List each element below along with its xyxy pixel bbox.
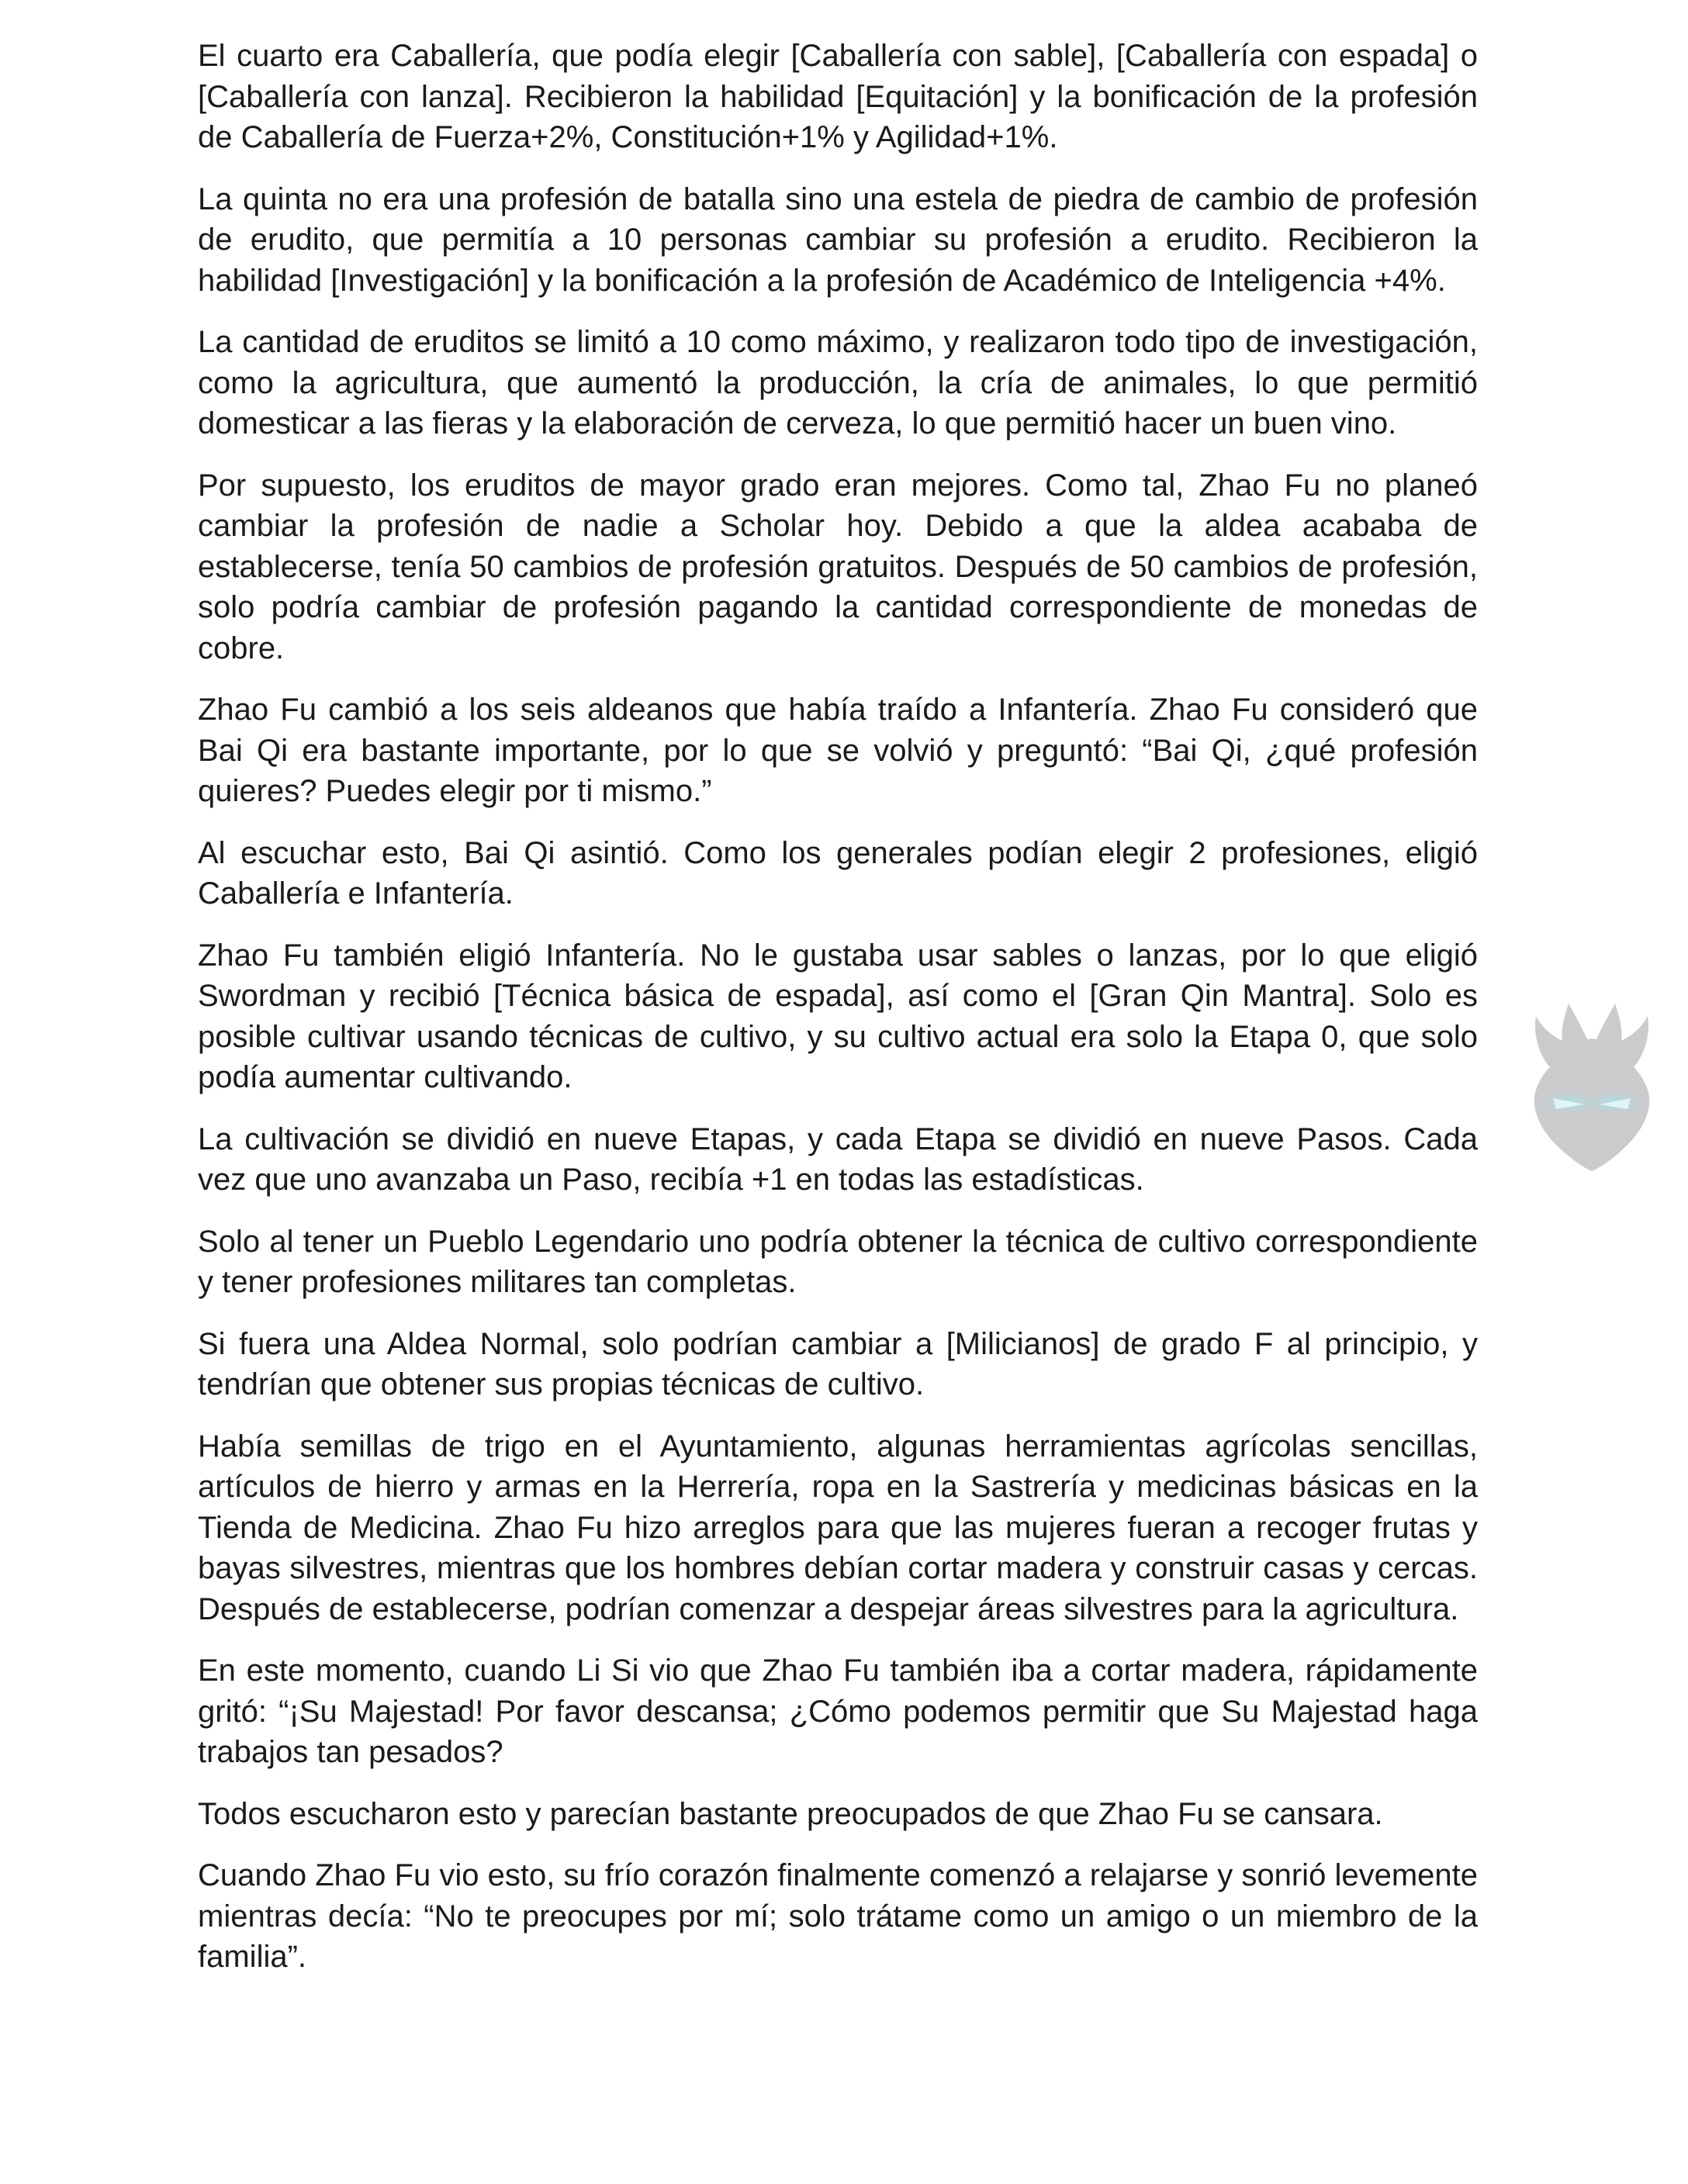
document-body: [198, 36, 1478, 1999]
paragraph-4: Por supuesto, los eruditos de mayor grado eran mejores. Como tal, Zhao Fu no planeó cambiar la profesión de nadie a Scholar hoy. Debido a que la aldea acababa de establecerse, tenía 50 cambios de profesión gratuitos. Después de 50 cambios de profesión, solo podría cambiar de profesión pagando la cantidad correspondiente de monedas de cobre.: [198, 468, 1478, 665]
paragraph-2: La quinta no era una profesión de batalla sino una estela de piedra de cambio de profesión de erudito, que permitía a 10 personas cambiar su profesión a erudito. Recibieron la habilidad [Investigación] y la bonificación a la profesión de Académico de Inteligencia +4%.: [198, 181, 1478, 298]
paragraph-9: Solo al tener un Pueblo Legendario uno podría obtener la técnica de cultivo correspondiente y tener profesiones militares tan completas.: [198, 1224, 1478, 1299]
paragraph-13: Todos escucharon esto y parecían bastante preocupados de que Zhao Fu se cansara.: [198, 1796, 1383, 1831]
paragraph-10: Si fuera una Aldea Normal, solo podrían cambiar a [Milicianos] de grado F al principio, y tendrían que obtener sus propias técnicas de cultivo.: [198, 1326, 1478, 1401]
demon-head-icon: [1522, 1000, 1662, 1174]
paragraph-6: Al escuchar esto, Bai Qi asintió. Como los generales podían elegir 2 profesiones, eligió Caballería e Infantería.: [198, 835, 1478, 911]
paragraph-5: Zhao Fu cambió a los seis aldeanos que había traído a Infantería. Zhao Fu consideró que Bai Qi era bastante importante, por lo que se volvió y preguntó: “Bai Qi, ¿qué profesión quieres? Puedes elegir por ti mismo.”: [198, 693, 1478, 808]
paragraph-7: Zhao Fu también eligió Infantería. No le gustaba usar sables o lanzas, por lo que eligió Swordman y recibió [Técnica básica de espada], así como el [Gran Qin Mantra]. Solo es posible cultivar usando técnicas de cultivo, y su cultivo actual era solo la Etapa 0, que solo podía aumentar cultivando.: [198, 938, 1478, 1094]
demon-head-shape: [1534, 1004, 1649, 1171]
paragraph-3: La cantidad de eruditos se limitó a 10 como máximo, y realizaron todo tipo de investigación, como la agricultura, que aumentó la producción, la cría de animales, lo que permitió domesticar a las fieras y la elaboración de cerveza, lo que permitió hacer un buen vino.: [198, 325, 1478, 441]
paragraph-1: El cuarto era Caballería, que podía elegir [Caballería con sable], [Caballería con espada] o [Caballería con lanza]. Recibieron la habilidad [Equitación] y la bonificación de la profesión de Caballería de Fuerza+2%, Constitución+1% y Agilidad+1%.: [198, 39, 1478, 154]
paragraph-11: Había semillas de trigo en el Ayuntamiento, algunas herramientas agrícolas sencillas, artículos de hierro y armas en la Herrería, ropa en la Sastrería y medicinas básicas en la Tienda de Medicina. Zhao Fu hizo arreglos para que las mujeres fueran a recoger frutas y bayas silvestres, mientras que los hombres debían cortar madera y construir casas y cercas. Después de establecerse, podrían comenzar a despejar áreas silvestres para la agricultura.: [198, 1429, 1478, 1626]
paragraph-14: Cuando Zhao Fu vio esto, su frío corazón finalmente comenzó a relajarse y sonrió levemente mientras decía: “No te preocupes por mí; solo trátame como un amigo o un miembro de la familia”.: [198, 1858, 1478, 1974]
paragraph-12: En este momento, cuando Li Si vio que Zhao Fu también iba a cortar madera, rápidamente gritó: “¡Su Majestad! Por favor descansa; ¿Cómo podemos permitir que Su Majestad haga trabajos tan pesados?: [198, 1654, 1478, 1769]
paragraph-8: La cultivación se dividió en nueve Etapas, y cada Etapa se dividió en nueve Pasos. Cada vez que uno avanzaba un Paso, recibía +1 en todas las estadísticas.: [198, 1121, 1478, 1197]
